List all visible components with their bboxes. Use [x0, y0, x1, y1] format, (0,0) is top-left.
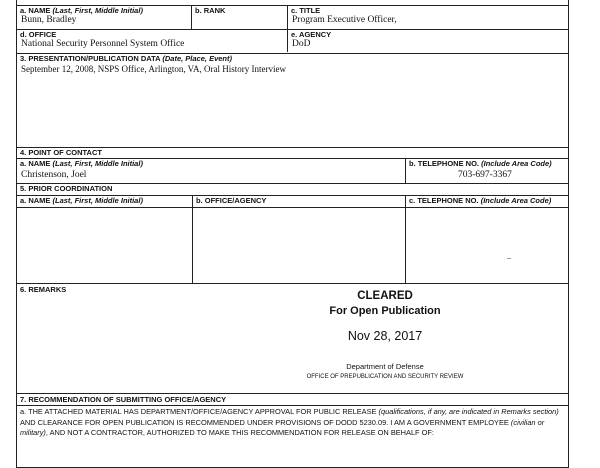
cleared-date: Nov 28, 2017	[347, 329, 423, 343]
divider	[405, 158, 406, 183]
name-value: Bunn, Bradley	[21, 15, 77, 25]
poc-phone-value: 703-697-3367	[458, 170, 512, 180]
title-value: Program Executive Officer,	[292, 15, 397, 25]
cleared-department: Department of Defense	[346, 362, 424, 371]
presentation-label: 3. PRESENTATION/PUBLICATION DATA (Date, Place, Event)	[20, 54, 232, 63]
coord-phone-label: c. TELEPHONE NO. (Include Area Code)	[409, 196, 552, 205]
coord-name-label: a. NAME (Last, First, Middle Initial)	[20, 196, 143, 205]
presentation-value: September 12, 2008, NSPS Office, Arlington, VA, Oral History Interview	[21, 64, 286, 74]
office-label: d. OFFICE	[20, 30, 57, 39]
poc-phone-label: b. TELEPHONE NO. (Include Area Code)	[409, 159, 552, 168]
divider	[191, 5, 192, 29]
recommendation-label: 7. RECOMMENDATION OF SUBMITTING OFFICE/AGENCY	[20, 395, 227, 404]
divider	[192, 195, 193, 283]
agency-label: e. AGENCY	[291, 30, 332, 39]
coord-office-label: b. OFFICE/AGENCY	[196, 196, 267, 205]
divider	[16, 207, 569, 208]
cleared-office: OFFICE OF PREPUBLICATION AND SECURITY REVIEW	[306, 374, 464, 380]
divider	[16, 283, 569, 284]
cleared-heading: CLEARED	[357, 290, 413, 302]
rank-label: b. RANK	[195, 6, 226, 15]
prior-coordination-label: 5. PRIOR COORDINATION	[20, 184, 113, 193]
divider	[16, 393, 569, 394]
poc-label: 4. POINT OF CONTACT	[20, 148, 102, 157]
cleared-subheading: For Open Publication	[329, 305, 441, 317]
recommendation-text: a. THE ATTACHED MATERIAL HAS DEPARTMENT/OFFICE/AGENCY APPROVAL FOR PUBLIC RELEASE (qualifications, if any, are indicated in Remarks section) AND CLEARANCE FOR OPEN PUBLICATION IS RECOMMENDED UNDER PROVISIONS OF DODD 5230.09. I AM A GOVERNMENT EMPLOYEE (civilian or military), AND NOT A CONTRACTOR, AUTHORIZED TO MAKE THIS RECOMMENDATION FOR RELEASE ON BEHALF OF:	[20, 407, 559, 437]
remarks-label: 6. REMARKS	[20, 285, 67, 294]
title-label: c. TITLE	[291, 6, 321, 15]
divider	[405, 195, 406, 283]
agency-value: DoD	[292, 39, 311, 49]
name-label: a. NAME (Last, First, Middle Initial)	[20, 6, 143, 15]
poc-name-label: a. NAME (Last, First, Middle Initial)	[20, 159, 143, 168]
office-value: National Security Personnel System Office	[21, 39, 185, 49]
poc-name-value: Christenson, Joel	[21, 170, 87, 180]
divider	[16, 405, 569, 406]
stray-mark: –	[507, 253, 511, 262]
